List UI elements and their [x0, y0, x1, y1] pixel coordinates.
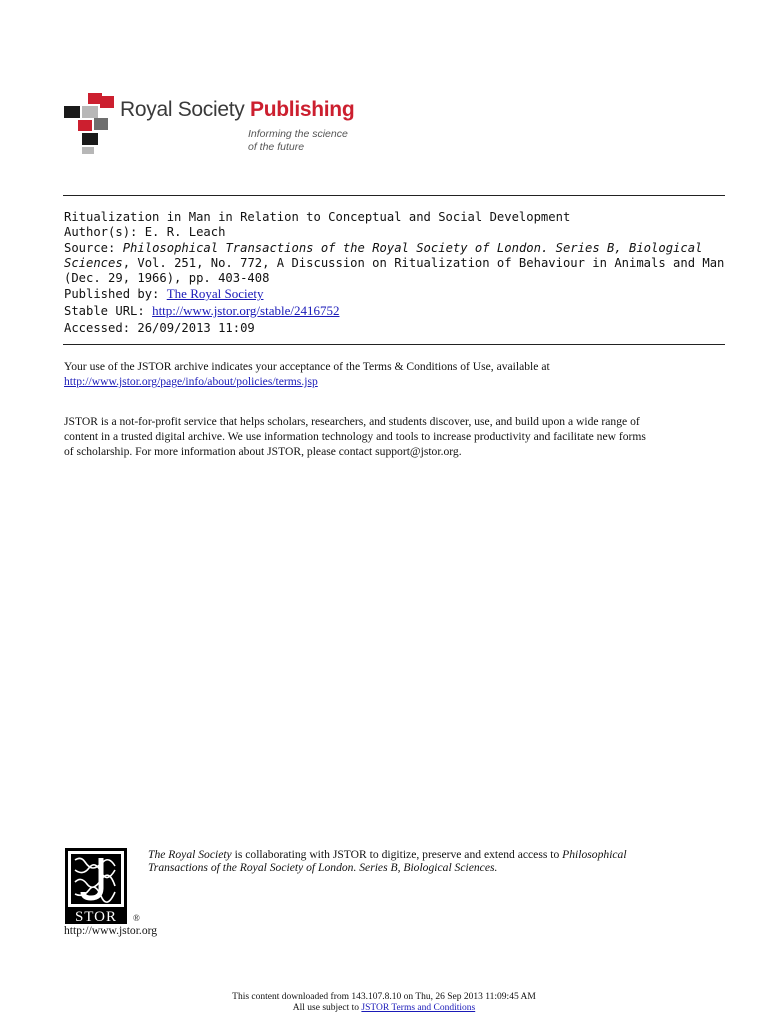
publisher-mark-icon	[62, 92, 118, 154]
publisher-link[interactable]: The Royal Society	[166, 286, 264, 302]
source-line-2	[64, 256, 728, 271]
logo-tagline-line2: of the future	[248, 141, 305, 153]
terms-url-link[interactable]: http://www.jstor.org/page/info/about/policies/terms.jsp	[64, 375, 318, 388]
bottom-divider	[63, 344, 725, 345]
source-volume: , Vol. 251, No. 772, A Discussion on Ritualization of Behaviour in Animals and Man	[122, 255, 725, 270]
about-line-2: content in a trusted digital archive. We use information technology and tools to increase productivity and facilitate new forms	[64, 430, 646, 443]
author-label: Author(s):	[64, 225, 138, 240]
source-line-3: (Dec. 29, 1966), pp. 403-408	[64, 271, 270, 286]
logo-tagline-line1: Informing the science	[248, 128, 348, 140]
author-line	[64, 225, 728, 240]
source-line-1	[64, 241, 728, 256]
source-label: Source:	[64, 240, 116, 255]
top-divider	[63, 195, 725, 196]
jstor-home-url: http://www.jstor.org	[64, 924, 158, 937]
terms-text: Your use of the JSTOR archive indicates your acceptance of the Terms & Conditions of Use, available at	[64, 360, 550, 373]
jstor-logo-icon	[65, 848, 127, 924]
published-label: Published by:	[64, 287, 160, 302]
published-line	[64, 286, 728, 302]
article-title: Ritualization in Man in Relation to Conceptual and Social Development	[64, 210, 571, 224]
logo-tagline	[248, 128, 348, 154]
collab-society: The Royal Society	[148, 848, 232, 861]
stable-url-line	[64, 303, 728, 319]
source-journal-1: Philosophical Transactions of the Royal Society of London. Series B, Biological	[122, 240, 703, 255]
download-footer	[0, 992, 768, 1014]
collaboration-statement	[148, 848, 708, 874]
royal-society-publishing-logo	[62, 92, 362, 156]
author-name: E. R. Leach	[144, 225, 226, 240]
collab-journal-2: Transactions of the Royal Society of London. Series B, Biological Sciences.	[148, 861, 498, 874]
about-line-3: of scholarship. For more information about JSTOR, please contact support@jstor.org.	[64, 445, 462, 458]
stable-url-label: Stable URL:	[64, 303, 145, 318]
footer-subject: All use subject to	[292, 1003, 362, 1013]
jstor-logo-text: STOR	[74, 909, 118, 924]
jstor-terms-link[interactable]: JSTOR Terms and Conditions	[361, 1003, 476, 1013]
collab-text: is collaborating with JSTOR to digitize, preserve and extend access to	[231, 848, 563, 861]
about-line-1: JSTOR is a not-for-profit service that helps scholars, researchers, and students discover, use, and build upon a wide range of	[64, 415, 640, 428]
logo-wordmark	[120, 98, 354, 122]
source-journal-2: Sciences	[64, 255, 123, 270]
download-info: This content downloaded from 143.107.8.10 on Thu, 26 Sep 2013 11:09:45 AM	[232, 992, 536, 1002]
collab-journal-1: Philosophical	[562, 848, 627, 861]
logo-name-brand: Publishing	[250, 98, 355, 121]
stable-url-link[interactable]: http://www.jstor.org/stable/2416752	[152, 302, 340, 318]
accessed-date: Accessed: 26/09/2013 11:09	[64, 321, 255, 336]
logo-name-plain: Royal Society	[120, 98, 251, 121]
article-metadata	[64, 210, 728, 336]
terms-paragraph	[64, 359, 724, 389]
about-jstor-paragraph	[64, 414, 724, 459]
registered-mark: ®	[133, 913, 140, 923]
